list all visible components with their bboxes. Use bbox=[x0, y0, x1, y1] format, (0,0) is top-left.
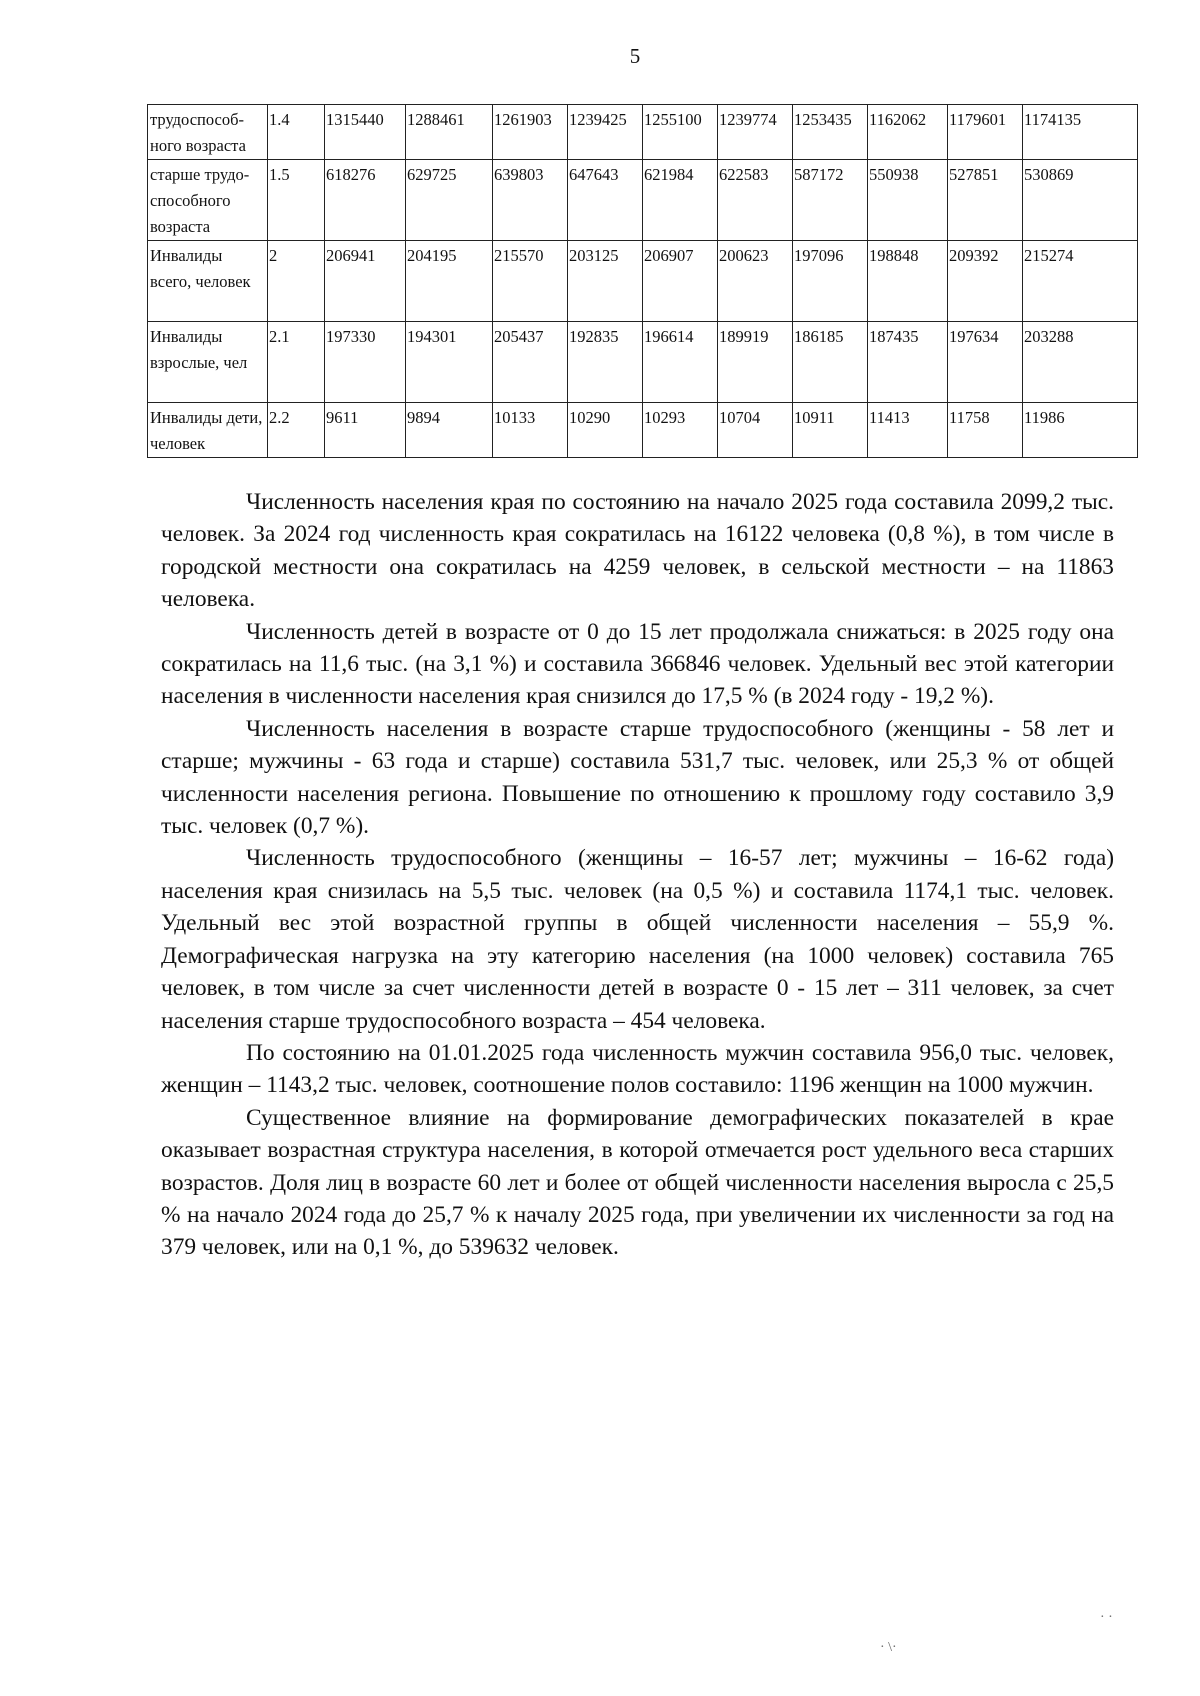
table-cell: 197634 bbox=[948, 322, 1023, 403]
table-body bbox=[148, 105, 1138, 458]
table-cell: 9894 bbox=[406, 403, 493, 458]
row-code: 2.1 bbox=[268, 322, 325, 403]
table-cell: 530869 bbox=[1023, 160, 1138, 241]
table-cell: 639803 bbox=[493, 160, 568, 241]
table-row bbox=[148, 160, 1138, 241]
row-label: старше трудо-способного возраста bbox=[148, 160, 268, 241]
statistics-table bbox=[147, 104, 1138, 458]
table-cell: 197330 bbox=[325, 322, 406, 403]
table-row bbox=[148, 322, 1138, 403]
page-number: 5 bbox=[629, 44, 641, 68]
paragraph: Численность населения края по состоянию на начало 2025 года составила 2099,2 тыс. человек. За 2024 год численность края сократилась на 16122 человека (0,8 %), в том числе в городской местности она сократилась на 4259 человек, в сельской местности – на 11863 человека. bbox=[161, 489, 1114, 613]
body-text bbox=[161, 486, 1114, 1264]
table-cell: 10133 bbox=[493, 403, 568, 458]
table-cell: 11413 bbox=[868, 403, 948, 458]
table-cell: 527851 bbox=[948, 160, 1023, 241]
paragraph: Численность населения в возрасте старше трудоспособного (женщины - 58 лет и старше; мужчины - 63 года и старше) составила 531,7 тыс. человек, или 25,3 % от общей численности населения региона. Повышение по отношению к прошлому году составило 3,9 тыс. человек (0,7 %). bbox=[161, 715, 1114, 840]
table-cell: 215274 bbox=[1023, 241, 1138, 322]
table-cell: 1255100 bbox=[643, 105, 718, 160]
scan-speck: · · bbox=[1100, 1610, 1113, 1625]
table-cell: 1239774 bbox=[718, 105, 793, 160]
table-cell: 10290 bbox=[568, 403, 643, 458]
table-cell: 187435 bbox=[868, 322, 948, 403]
table-cell: 622583 bbox=[718, 160, 793, 241]
table-cell: 1162062 bbox=[868, 105, 948, 160]
table-cell: 189919 bbox=[718, 322, 793, 403]
table-cell: 192835 bbox=[568, 322, 643, 403]
table-cell: 1261903 bbox=[493, 105, 568, 160]
row-label: Инвалиды всего, человек bbox=[148, 241, 268, 322]
table-cell: 10704 bbox=[718, 403, 793, 458]
paragraph: Численность трудоспособного (женщины – 16-57 лет; мужчины – 16-62 года) населения края снизилась на 5,5 тыс. человек (на 0,5 %) и составила 1174,1 тыс. человек. Удельный вес этой возрастной группы в общей численности населения – 55,9 %. Демографическая нагрузка на эту категорию населения (на 1000 человек) составила 765 человек, в том числе за счет численности детей в возрасте 0 - 15 лет – 311 человек, за счет населения старше трудоспособного возраста – 454 человека. bbox=[161, 845, 1114, 1034]
table-cell: 11986 bbox=[1023, 403, 1138, 458]
table-row bbox=[148, 403, 1138, 458]
table-cell: 618276 bbox=[325, 160, 406, 241]
table-cell: 1179601 bbox=[948, 105, 1023, 160]
table-cell: 11758 bbox=[948, 403, 1023, 458]
table-cell: 203288 bbox=[1023, 322, 1138, 403]
table-cell: 1288461 bbox=[406, 105, 493, 160]
table-cell: 200623 bbox=[718, 241, 793, 322]
row-code: 2 bbox=[268, 241, 325, 322]
row-label: Инвалиды взрослые, чел bbox=[148, 322, 268, 403]
table-cell: 10911 bbox=[793, 403, 868, 458]
scan-speck: · \· bbox=[880, 1640, 897, 1655]
table-cell: 587172 bbox=[793, 160, 868, 241]
table-cell: 206941 bbox=[325, 241, 406, 322]
table-cell: 194301 bbox=[406, 322, 493, 403]
table-row bbox=[148, 105, 1138, 160]
table-cell: 196614 bbox=[643, 322, 718, 403]
table-cell: 621984 bbox=[643, 160, 718, 241]
paragraph: По состоянию на 01.01.2025 года численность мужчин составила 956,0 тыс. человек, женщин – 1143,2 тыс. человек, соотношение полов составило: 1196 женщин на 1000 мужчин. bbox=[161, 1039, 1114, 1099]
table-row bbox=[148, 241, 1138, 322]
table-cell: 10293 bbox=[643, 403, 718, 458]
table-cell: 647643 bbox=[568, 160, 643, 241]
table-cell: 204195 bbox=[406, 241, 493, 322]
table-cell: 9611 bbox=[325, 403, 406, 458]
row-code: 1.5 bbox=[268, 160, 325, 241]
row-label: Инвалиды дети, человек bbox=[148, 403, 268, 458]
table-cell: 186185 bbox=[793, 322, 868, 403]
paragraph: Численность детей в возрасте от 0 до 15 лет продолжала снижаться: в 2025 году она сократилась на 11,6 тыс. (на 3,1 %) и составила 366846 человек. Удельный вес этой категории населения в численности населения края снизился до 17,5 % (в 2024 году - 19,2 %). bbox=[161, 618, 1114, 710]
row-code: 1.4 bbox=[268, 105, 325, 160]
table-cell: 1315440 bbox=[325, 105, 406, 160]
row-code: 2.2 bbox=[268, 403, 325, 458]
table-cell: 198848 bbox=[868, 241, 948, 322]
table-cell: 1253435 bbox=[793, 105, 868, 160]
table-cell: 197096 bbox=[793, 241, 868, 322]
row-label: трудоспособ-ного возраста bbox=[148, 105, 268, 160]
table-cell: 205437 bbox=[493, 322, 568, 403]
table-cell: 209392 bbox=[948, 241, 1023, 322]
table-cell: 215570 bbox=[493, 241, 568, 322]
table-cell: 203125 bbox=[568, 241, 643, 322]
table-cell: 550938 bbox=[868, 160, 948, 241]
table-cell: 1239425 bbox=[568, 105, 643, 160]
table-cell: 206907 bbox=[643, 241, 718, 322]
paragraph: Существенное влияние на формирование демографических показателей в крае оказывает возрастная структура населения, в которой отмечается рост удельного веса старших возрастов. Доля лиц в возрасте 60 лет и более от общей численности населения выросла с 25,5 % на начало 2024 года до 25,7 % к началу 2025 года, при увеличении их численности за год на 379 человек, или на 0,1 %, до 539632 человек. bbox=[161, 1104, 1114, 1261]
table-cell: 629725 bbox=[406, 160, 493, 241]
table-cell: 1174135 bbox=[1023, 105, 1138, 160]
